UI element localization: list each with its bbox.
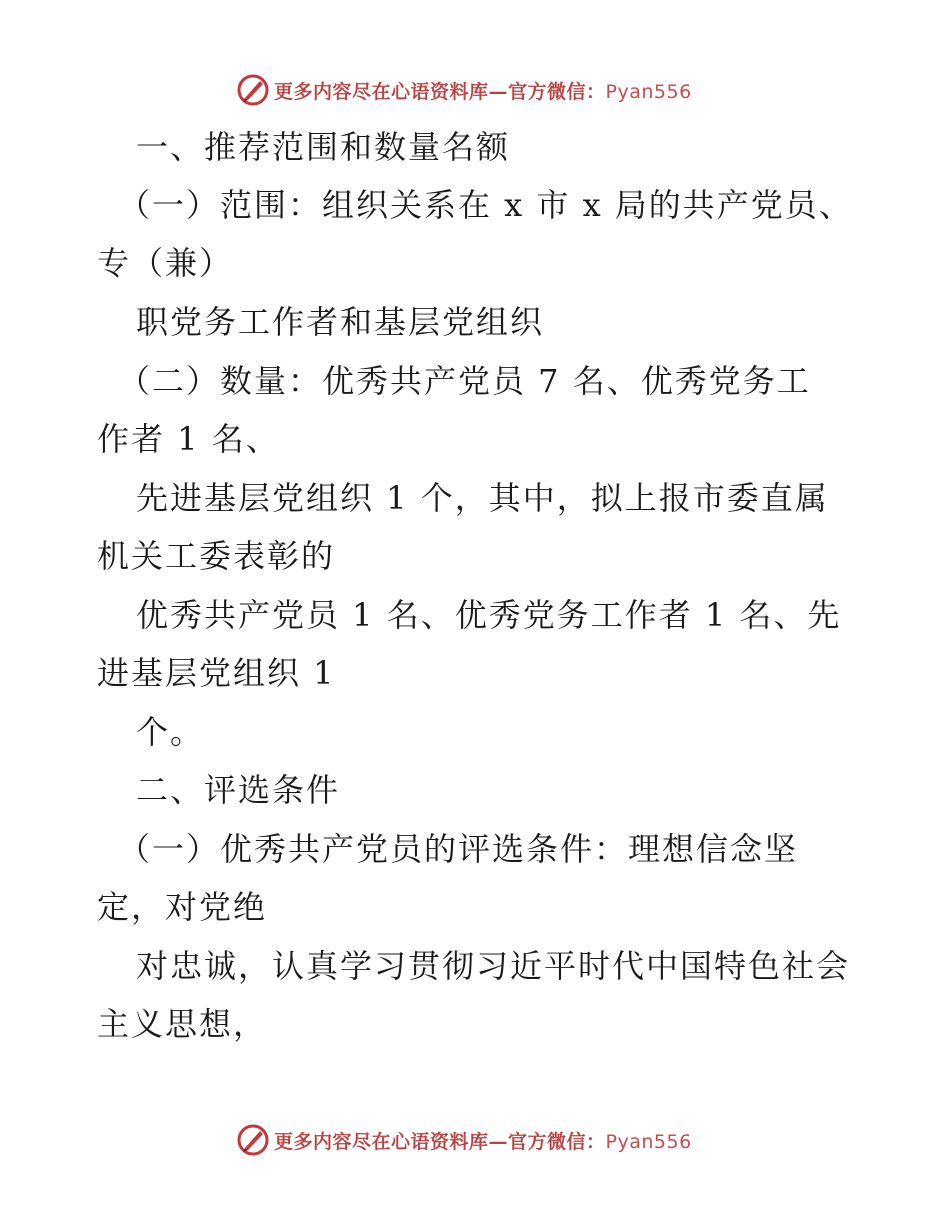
paragraph-line: 机关工委表彰的 — [97, 537, 336, 575]
paragraph-line: 优秀共产党员 1 名、优秀党务工作者 1 名、先 — [136, 596, 842, 634]
paragraph-line: （二）数量：优秀共产党员 7 名、优秀党务工 — [118, 362, 811, 400]
footer-watermark — [236, 1122, 692, 1158]
heading-recommend-scope: 一、推荐范围和数量名额 — [136, 128, 511, 166]
paragraph-line: 定，对党绝 — [97, 888, 268, 926]
paragraph-line: 进基层党组织 1 — [97, 654, 336, 692]
footer-watermark-text: 更多内容尽在心语资料库—官方微信：Pyan556 — [274, 1130, 692, 1153]
paragraph-line: （一）优秀共产党员的评选条件：理想信念坚 — [118, 830, 799, 868]
paragraph-line: 主义思想， — [97, 1005, 268, 1043]
paragraph-line: 先进基层党组织 1 个，其中，拟上报市委直属 — [136, 479, 829, 517]
paragraph-line: 职党务工作者和基层党组织 — [136, 303, 545, 341]
paragraph-line: 作者 1 名、 — [97, 420, 280, 458]
header-watermark-text: 更多内容尽在心语资料库—官方微信：Pyan556 — [274, 80, 692, 103]
heading-selection-criteria: 二、评选条件 — [136, 771, 341, 809]
header-watermark — [236, 72, 692, 108]
paragraph-line: （一）范围：组织关系在 x 市 x 局的共产党员、 — [118, 186, 853, 224]
paragraph-line: 个。 — [136, 713, 205, 751]
paragraph-line: 对忠诚，认真学习贯彻习近平时代中国特色社会 — [136, 947, 851, 985]
footer-wechat-id: Pyan556 — [605, 1130, 692, 1153]
header-wechat-id: Pyan556 — [605, 80, 692, 103]
pen-logo-icon — [236, 1123, 270, 1157]
paragraph-line: 专（兼） — [97, 244, 234, 282]
pen-logo-icon — [236, 73, 270, 107]
